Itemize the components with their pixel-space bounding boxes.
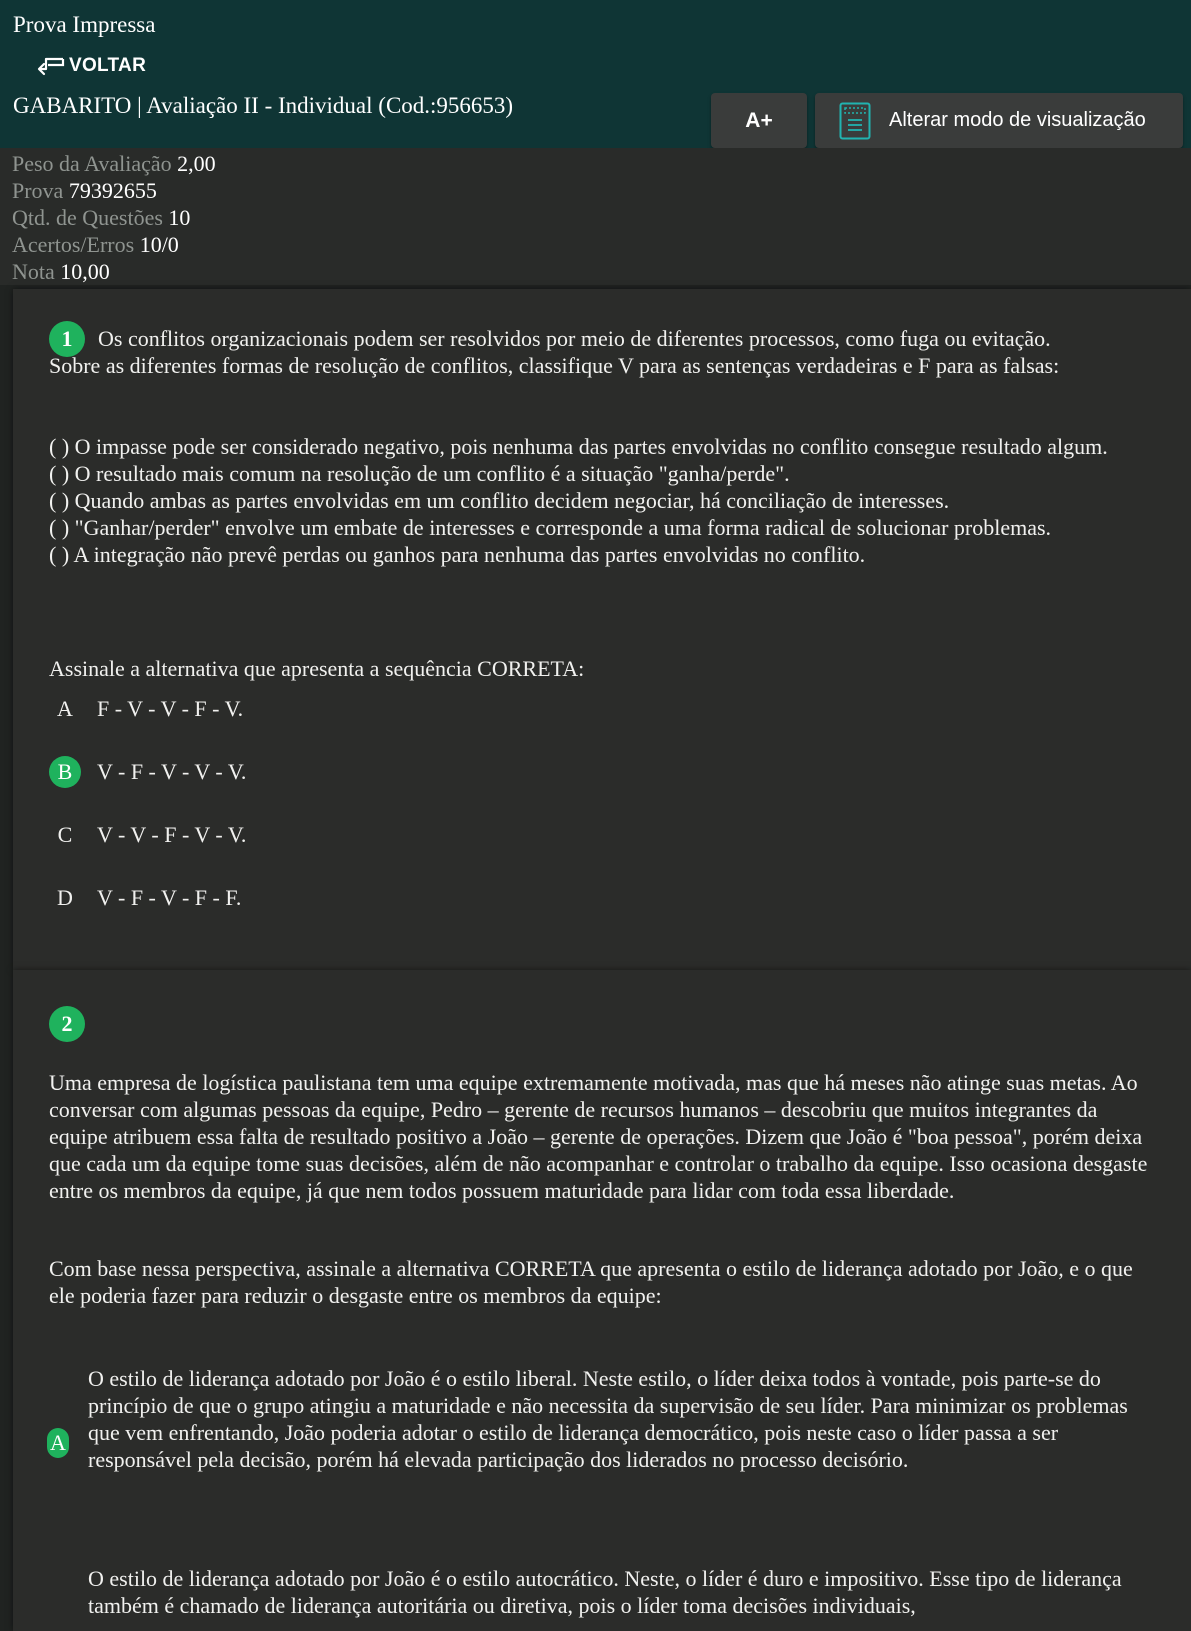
question-count-label: Qtd. de Questões bbox=[12, 205, 163, 230]
weight-label: Peso da Avaliação bbox=[12, 151, 172, 176]
alternative-a-correct[interactable] bbox=[13, 1365, 1191, 1515]
exam-id-label: Prova bbox=[12, 178, 64, 203]
increase-font-label: A+ bbox=[745, 108, 773, 132]
alternative-letter: A bbox=[57, 696, 73, 721]
exam-id-value: 79392655 bbox=[68, 178, 157, 203]
weight-value: 2,00 bbox=[177, 151, 216, 176]
question-prompt: Com base nessa perspectiva, assinale a alternativa CORRETA que apresenta o estilo de liderança adotado por João, e o que ele poderia fazer para reduzir o desgaste entre os membros da equipe: bbox=[49, 1256, 1133, 1308]
question-intro-first-line: Os conflitos organizacionais podem ser resolvidos por meio de diferentes processos, como fuga ou evitação. bbox=[98, 326, 1051, 351]
alternative-letter: C bbox=[57, 822, 73, 847]
score-value: 10/0 bbox=[139, 232, 179, 257]
question-count-row bbox=[12, 204, 1191, 231]
grade-value: 10,00 bbox=[60, 259, 110, 284]
question-number-badge: 1 bbox=[49, 321, 85, 357]
document-view-icon bbox=[839, 102, 871, 140]
statement-item: ( ) O impasse pode ser considerado negativo, pois nenhuma das partes envolvidas no conflito consegue resultado algum. bbox=[49, 434, 1108, 459]
return-arrow-icon bbox=[36, 55, 66, 77]
back-label: VOLTAR bbox=[69, 55, 147, 76]
alternative-text: V - F - V - V - V. bbox=[97, 759, 247, 784]
alternative-text: O estilo de liderança adotado por João é o estilo autocrático. Neste, o líder é duro e impositivo. Esse tipo de liderança também é chamado de liderança autoritária ou diretiva, pois o líder toma decisões individuais, bbox=[88, 1566, 1122, 1618]
question-card-1 bbox=[13, 289, 1191, 970]
weight-row bbox=[12, 150, 1191, 177]
question-intro: Sobre as diferentes formas de resolução de conflitos, classifique V para as sentenças verdadeiras e F para as falsas: bbox=[49, 353, 1060, 378]
exam-summary bbox=[0, 148, 1191, 285]
alternative-b-correct[interactable] bbox=[49, 756, 246, 788]
statement-list bbox=[49, 433, 1119, 568]
grade-row bbox=[12, 258, 1191, 285]
back-button[interactable] bbox=[36, 52, 146, 80]
alternative-c[interactable] bbox=[49, 819, 246, 851]
exam-id-row bbox=[12, 177, 1191, 204]
app-title: Prova Impressa bbox=[13, 12, 156, 37]
change-view-mode-button[interactable] bbox=[815, 93, 1183, 148]
correct-answer-badge: B bbox=[49, 756, 81, 788]
question-count-value: 10 bbox=[168, 205, 191, 230]
alternative-letter: D bbox=[57, 885, 73, 910]
alternative-a[interactable] bbox=[49, 693, 243, 725]
alternative-text: V - V - F - V - V. bbox=[97, 822, 247, 847]
header-bar bbox=[0, 0, 1191, 148]
question-card-2 bbox=[13, 970, 1191, 1631]
increase-font-button[interactable] bbox=[711, 93, 807, 148]
grade-label: Nota bbox=[12, 259, 55, 284]
score-label: Acertos/Erros bbox=[12, 232, 135, 257]
alternative-text: F - V - V - F - V. bbox=[97, 696, 244, 721]
statement-item: ( ) A integração não prevê perdas ou ganhos para nenhuma das partes envolvidas no conflito. bbox=[49, 542, 866, 567]
alternative-d[interactable] bbox=[49, 882, 241, 914]
statement-item: ( ) O resultado mais comum na resolução de um conflito é a situação "ganha/perde". bbox=[49, 461, 790, 486]
exam-title: GABARITO | Avaliação II - Individual (Cod.:956653) bbox=[13, 93, 514, 118]
question-number-badge: 2 bbox=[49, 1006, 85, 1042]
alternative-b[interactable] bbox=[13, 1565, 1191, 1631]
correct-answer-badge: A bbox=[47, 1428, 69, 1458]
statement-item: ( ) "Ganhar/perder" envolve um embate de interesses e corresponde a uma forma radical de solucionar problemas. bbox=[49, 515, 1052, 540]
change-view-mode-label: Alterar modo de visualização bbox=[889, 109, 1146, 131]
statement-item: ( ) Quando ambas as partes envolvidas em um conflito decidem negociar, há conciliação de interesses. bbox=[49, 488, 950, 513]
question-context: Uma empresa de logística paulistana tem uma equipe extremamente motivada, mas que há meses não atinge suas metas. Ao conversar com algumas pessoas da equipe, Pedro – gerente de recursos humanos – descobriu que muitos integrantes da equipe atribuem essa falta de resultado positivo a João – gerente de operações. Dizem que João é "boa pessoa", porém deixa que cada um da equipe tome suas decisões, além de não acompanhar e controlar o trabalho da equipe. Isso ocasiona desgaste entre os membros da equipe, já que nem todos possuem maturidade para lidar com toda essa liberdade. bbox=[49, 1070, 1148, 1203]
alternative-text: V - F - V - F - F. bbox=[97, 885, 242, 910]
score-row bbox=[12, 231, 1191, 258]
question-prompt: Assinale a alternativa que apresenta a sequência CORRETA: bbox=[49, 656, 585, 681]
alternative-text: O estilo de liderança adotado por João é o estilo liberal. Neste estilo, o líder deixa todos à vontade, pois parte-se do princípio de que o grupo atingiu a maturidade e não necessita da supervisão de seu líder. Para minimizar os problemas que vem enfrentando, João poderia adotar o estilo de liderança democrático, pois neste caso o líder passa a ser responsável pela decisão, porém há elevada participação dos liderados no processo decisório. bbox=[88, 1366, 1128, 1472]
